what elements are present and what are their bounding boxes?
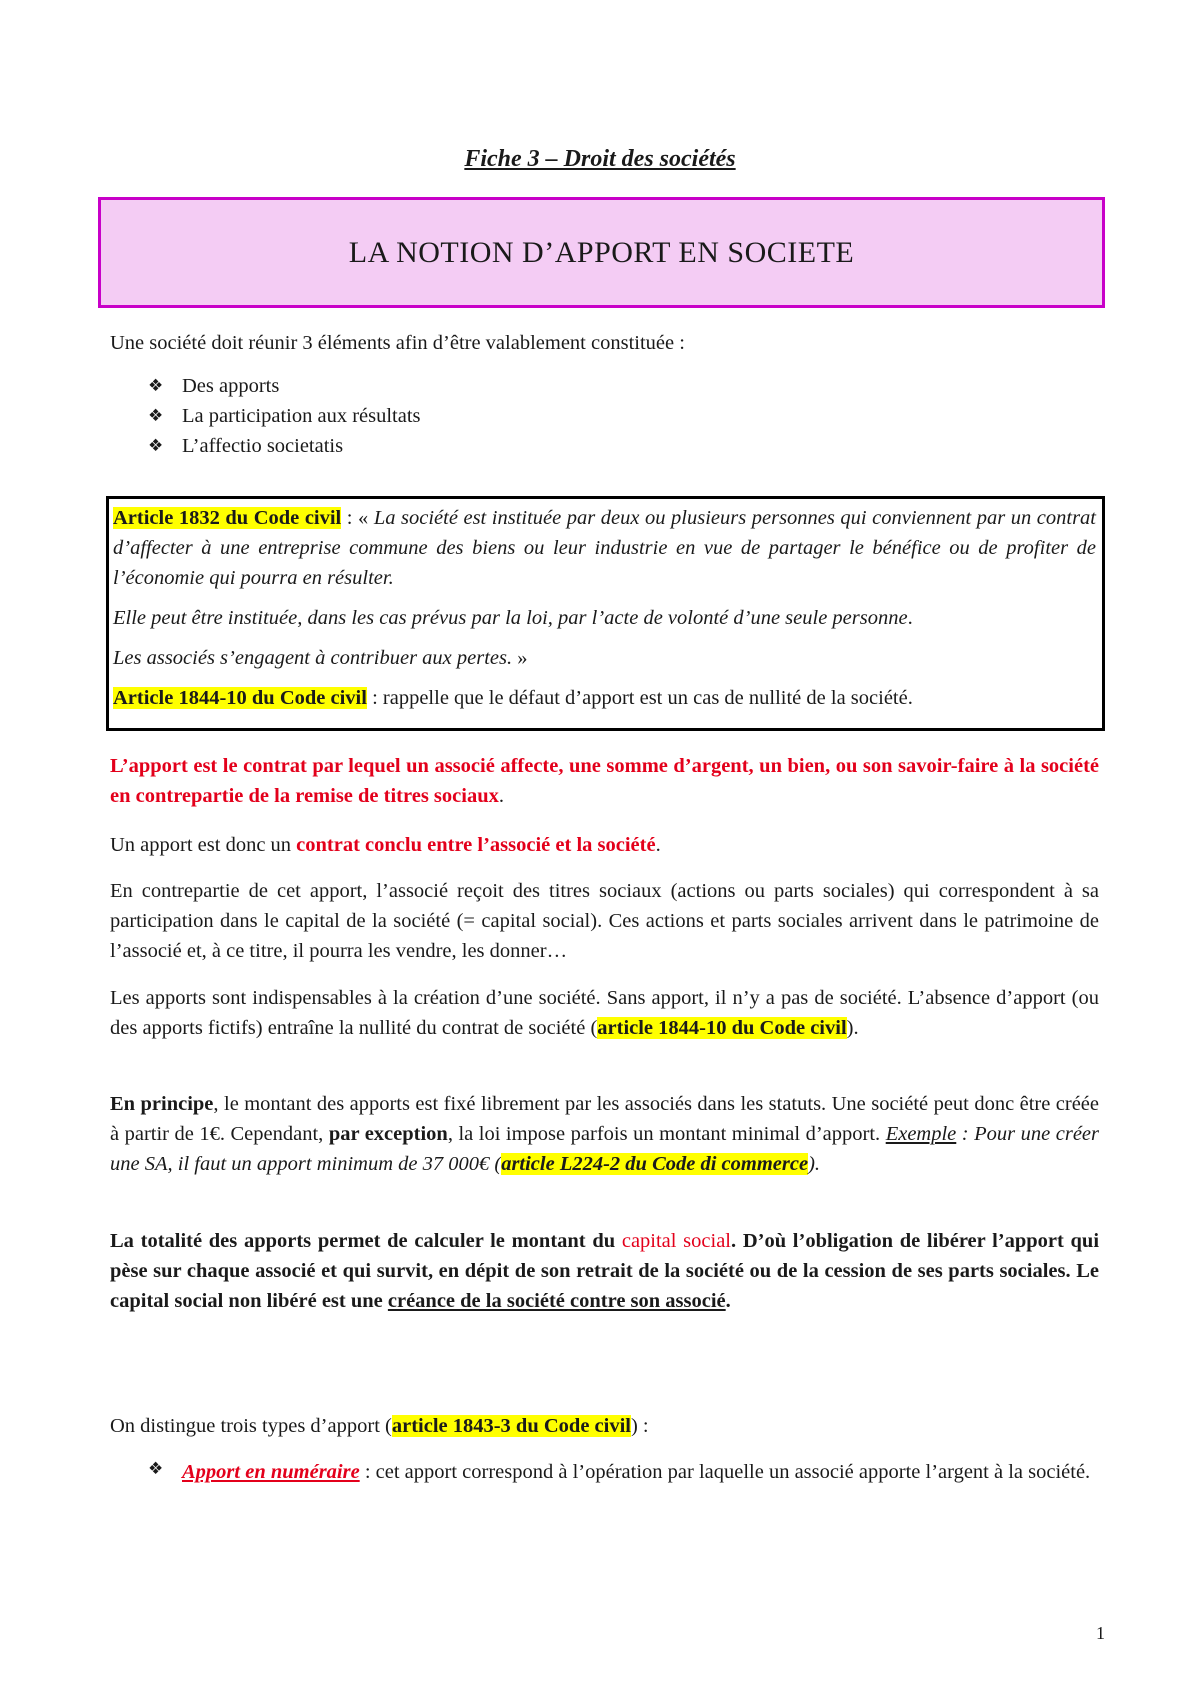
article-l224-2-ref: article L224-2 du Code di commerce: [501, 1153, 809, 1175]
contract-paragraph: Un apport est donc un contrat conclu entre l’associé et la société.: [110, 834, 661, 856]
main-title: LA NOTION D’APPORT EN SOCIETE: [348, 235, 855, 269]
article-1832-paragraph-2: Elle peut être instituée, dans les cas prévus par la loi, par l’acte de volonté d’une seule personne.: [113, 607, 913, 629]
article-1843-3-ref: article 1843-3 du Code civil: [391, 1415, 631, 1437]
list-item: ❖ L’affectio societatis: [148, 431, 421, 461]
counterpart-paragraph: En contrepartie de cet apport, l’associé reçoit des titres sociaux (actions ou parts sociales) qui correspondent à sa participation dans le capital de la société (= capital social). Ces actions et parts sociales arrivent dans le patrimoine de l’associé et, à ce titre, il pourra les vendre, les donner…: [110, 880, 1099, 962]
page-number: 1: [1096, 1623, 1105, 1643]
article-1832-quote: La société est instituée par deux ou plusieurs personnes qui conviennent par un contrat d’affecter à une entreprise commune des biens ou leur industrie en vue de partager le bénéfice ou de profiter de l’économie qui pourra en résulter.: [113, 507, 1096, 589]
example-label: Exemple: [885, 1123, 957, 1145]
list-item: Apport en numéraire : cet apport correspond à l’opération par laquelle un associé apporte l’argent à la société.: [182, 1461, 1091, 1483]
list-item: ❖ Des apports: [148, 371, 421, 401]
indispensable-paragraph: Les apports sont indispensables à la création d’une société. Sans apport, il n’y a pas de société. L’absence d’apport (ou des apports fictifs) entraîne la nullité du contrat de société (article 1844-10 du Code civil).: [110, 987, 1099, 1039]
article-1844-10-ref: article 1844-10 du Code civil: [597, 1017, 847, 1039]
apport-numeraire-label: Apport en numéraire: [182, 1461, 360, 1483]
diamond-bullet-icon: ❖: [148, 436, 164, 456]
diamond-bullet-icon: ❖: [148, 406, 164, 426]
intro-text: Une société doit réunir 3 éléments afin d’être valablement constituée :: [110, 332, 685, 354]
diamond-bullet-icon: ❖: [148, 376, 164, 396]
elements-list: [148, 371, 421, 461]
article-1832-paragraph: Article 1832 du Code civil : « La société est instituée par deux ou plusieurs personnes qui conviennent par un contrat d’affecter à une entreprise commune des biens ou leur industrie en vue de partager le bénéfice ou de profiter de l’économie qui pourra en résulter.: [113, 507, 1096, 589]
list-item: ❖ La participation aux résultats: [148, 401, 421, 431]
article-1844-paragraph: Article 1844-10 du Code civil : rappelle que le défaut d’apport est un cas de nullité de la société.: [113, 687, 913, 709]
definition-paragraph: L’apport est le contrat par lequel un associé affecte, une somme d’argent, un bien, ou son savoir-faire à la société en contrepartie de la remise de titres sociaux.: [110, 755, 1099, 807]
types-list: [148, 1457, 1099, 1487]
fiche-title: Fiche 3 – Droit des sociétés: [464, 146, 736, 172]
capital-paragraph: La totalité des apports permet de calculer le montant du capital social. D’où l’obligation de libérer l’apport qui pèse sur chaque associé et qui survit, en dépit de son retrait de la société ou de la cession de ses parts sociales. Le capital social non libéré est une créance de la société contre son associé.: [110, 1230, 1100, 1312]
main-title-box: [98, 197, 1105, 308]
article-1832-paragraph-3: Les associés s’engagent à contribuer aux pertes. »: [113, 647, 528, 669]
article-1832-label: Article 1832 du Code civil: [113, 507, 342, 529]
principle-paragraph: En principe, le montant des apports est fixé librement par les associés dans les statuts. Une société peut donc être créée à partir de 1€. Cependant, par exception, la loi impose parfois un montant minimal d’apport. Exemple : Pour une créer une SA, il faut un apport minimum de 37 000€ (article L224-2 du Code di commerce).: [110, 1093, 1100, 1175]
article-box: [106, 496, 1105, 731]
diamond-bullet-icon: ❖: [148, 1459, 164, 1479]
types-paragraph: On distingue trois types d’apport (article 1843-3 du Code civil) :: [110, 1415, 649, 1437]
article-1844-label: Article 1844-10 du Code civil: [113, 687, 367, 709]
